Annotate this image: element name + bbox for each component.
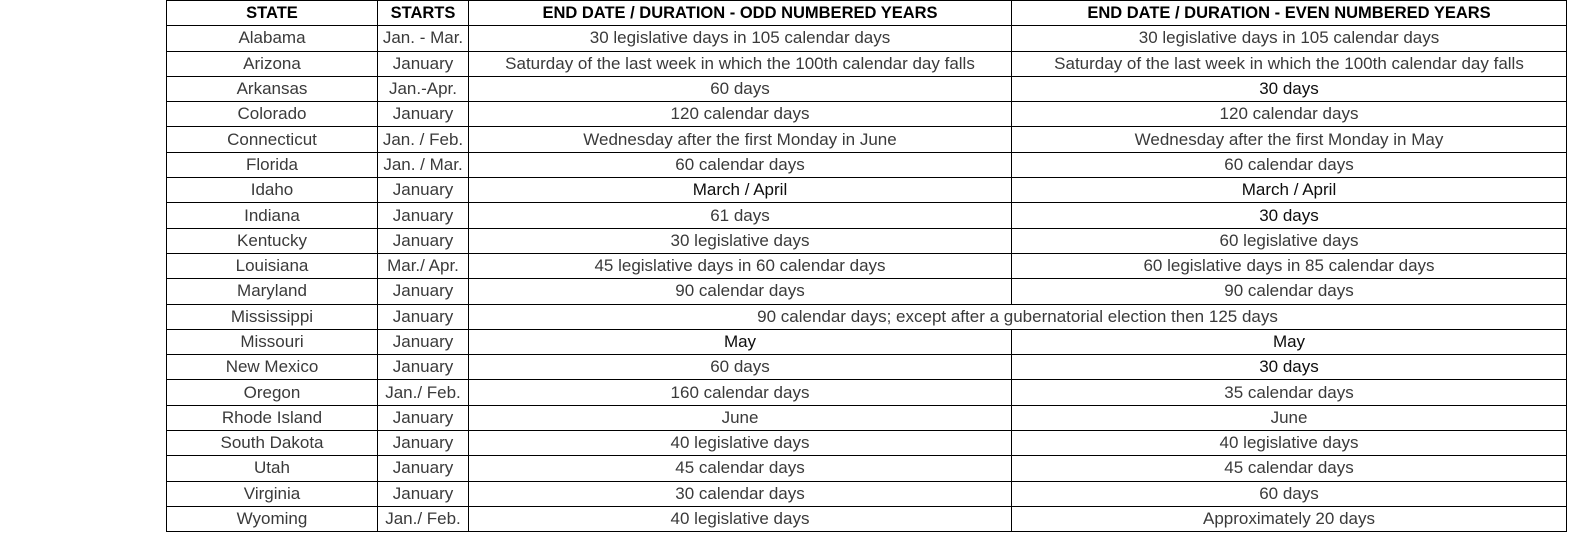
cell-odd: 45 legislative days in 60 calendar days <box>469 253 1012 278</box>
table-row <box>167 253 1567 278</box>
cell-starts: January <box>378 203 469 228</box>
cell-starts: January <box>378 228 469 253</box>
cell-odd: 30 legislative days in 105 calendar days <box>469 26 1012 51</box>
cell-even: 60 days <box>1012 481 1567 506</box>
cell-starts: January <box>378 456 469 481</box>
table-row <box>167 481 1567 506</box>
cell-even: June <box>1012 405 1567 430</box>
table-row <box>167 102 1567 127</box>
cell-odd: 60 calendar days <box>469 152 1012 177</box>
cell-odd: March / April <box>469 178 1012 203</box>
cell-starts: January <box>378 355 469 380</box>
cell-odd: 45 calendar days <box>469 456 1012 481</box>
cell-state: Idaho <box>167 178 378 203</box>
cell-state: Virginia <box>167 481 378 506</box>
header-state: STATE <box>167 1 378 26</box>
cell-even: March / April <box>1012 178 1567 203</box>
cell-starts: January <box>378 51 469 76</box>
cell-state: Kentucky <box>167 228 378 253</box>
table-row <box>167 152 1567 177</box>
cell-state: Wyoming <box>167 506 378 531</box>
cell-starts: January <box>378 102 469 127</box>
cell-odd: May <box>469 329 1012 354</box>
legislative-sessions-table <box>166 0 1567 532</box>
cell-state: Florida <box>167 152 378 177</box>
cell-even: 120 calendar days <box>1012 102 1567 127</box>
table-body <box>167 26 1567 532</box>
table-row <box>167 355 1567 380</box>
table-row <box>167 279 1567 304</box>
cell-even: Wednesday after the first Monday in May <box>1012 127 1567 152</box>
cell-state: Rhode Island <box>167 405 378 430</box>
cell-starts: Jan. - Mar. <box>378 26 469 51</box>
cell-even: 35 calendar days <box>1012 380 1567 405</box>
header-starts: STARTS <box>378 1 469 26</box>
cell-starts: Jan.-Apr. <box>378 76 469 101</box>
cell-odd: 90 calendar days <box>469 279 1012 304</box>
cell-state: Alabama <box>167 26 378 51</box>
cell-starts: January <box>378 405 469 430</box>
cell-starts: January <box>378 304 469 329</box>
table-row <box>167 304 1567 329</box>
cell-starts: January <box>378 481 469 506</box>
cell-starts: Jan. / Mar. <box>378 152 469 177</box>
cell-state: South Dakota <box>167 431 378 456</box>
table-row <box>167 51 1567 76</box>
table-row <box>167 26 1567 51</box>
table-row <box>167 203 1567 228</box>
cell-starts: January <box>378 329 469 354</box>
cell-odd: 60 days <box>469 76 1012 101</box>
table-row <box>167 76 1567 101</box>
cell-starts: Jan. / Feb. <box>378 127 469 152</box>
cell-even: Saturday of the last week in which the 100th calendar day falls <box>1012 51 1567 76</box>
cell-state: New Mexico <box>167 355 378 380</box>
cell-even: 30 legislative days in 105 calendar days <box>1012 26 1567 51</box>
cell-state: Arizona <box>167 51 378 76</box>
cell-even: 30 days <box>1012 203 1567 228</box>
cell-odd: Wednesday after the first Monday in June <box>469 127 1012 152</box>
cell-state: Colorado <box>167 102 378 127</box>
cell-starts: January <box>378 279 469 304</box>
cell-merged-odd-even: 90 calendar days; except after a gubernatorial election then 125 days <box>469 304 1567 329</box>
cell-state: Utah <box>167 456 378 481</box>
table-row <box>167 431 1567 456</box>
cell-even: 30 days <box>1012 355 1567 380</box>
cell-odd: 160 calendar days <box>469 380 1012 405</box>
cell-even: 30 days <box>1012 76 1567 101</box>
cell-state: Arkansas <box>167 76 378 101</box>
cell-state: Connecticut <box>167 127 378 152</box>
cell-state: Missouri <box>167 329 378 354</box>
table-row <box>167 380 1567 405</box>
cell-odd: 120 calendar days <box>469 102 1012 127</box>
cell-state: Louisiana <box>167 253 378 278</box>
cell-even: 60 calendar days <box>1012 152 1567 177</box>
cell-even: 60 legislative days in 85 calendar days <box>1012 253 1567 278</box>
table-header-row <box>167 1 1567 26</box>
cell-starts: Jan./ Feb. <box>378 506 469 531</box>
cell-even: May <box>1012 329 1567 354</box>
table-row <box>167 405 1567 430</box>
table-row <box>167 178 1567 203</box>
cell-odd: Saturday of the last week in which the 100th calendar day falls <box>469 51 1012 76</box>
cell-state: Maryland <box>167 279 378 304</box>
cell-odd: 40 legislative days <box>469 506 1012 531</box>
cell-state: Mississippi <box>167 304 378 329</box>
cell-even: 45 calendar days <box>1012 456 1567 481</box>
header-even-years: END DATE / DURATION - EVEN NUMBERED YEARS <box>1012 1 1567 26</box>
table-row <box>167 329 1567 354</box>
cell-odd: 30 calendar days <box>469 481 1012 506</box>
cell-starts: January <box>378 178 469 203</box>
cell-odd: 61 days <box>469 203 1012 228</box>
table-row <box>167 228 1567 253</box>
cell-even: Approximately 20 days <box>1012 506 1567 531</box>
cell-starts: Mar./ Apr. <box>378 253 469 278</box>
cell-odd: June <box>469 405 1012 430</box>
cell-even: 90 calendar days <box>1012 279 1567 304</box>
table-row <box>167 506 1567 531</box>
cell-starts: Jan./ Feb. <box>378 380 469 405</box>
cell-starts: January <box>378 431 469 456</box>
cell-state: Oregon <box>167 380 378 405</box>
cell-odd: 30 legislative days <box>469 228 1012 253</box>
cell-odd: 40 legislative days <box>469 431 1012 456</box>
header-odd-years: END DATE / DURATION - ODD NUMBERED YEARS <box>469 1 1012 26</box>
table-row <box>167 127 1567 152</box>
table-row <box>167 456 1567 481</box>
cell-state: Indiana <box>167 203 378 228</box>
cell-odd: 60 days <box>469 355 1012 380</box>
cell-even: 60 legislative days <box>1012 228 1567 253</box>
cell-even: 40 legislative days <box>1012 431 1567 456</box>
